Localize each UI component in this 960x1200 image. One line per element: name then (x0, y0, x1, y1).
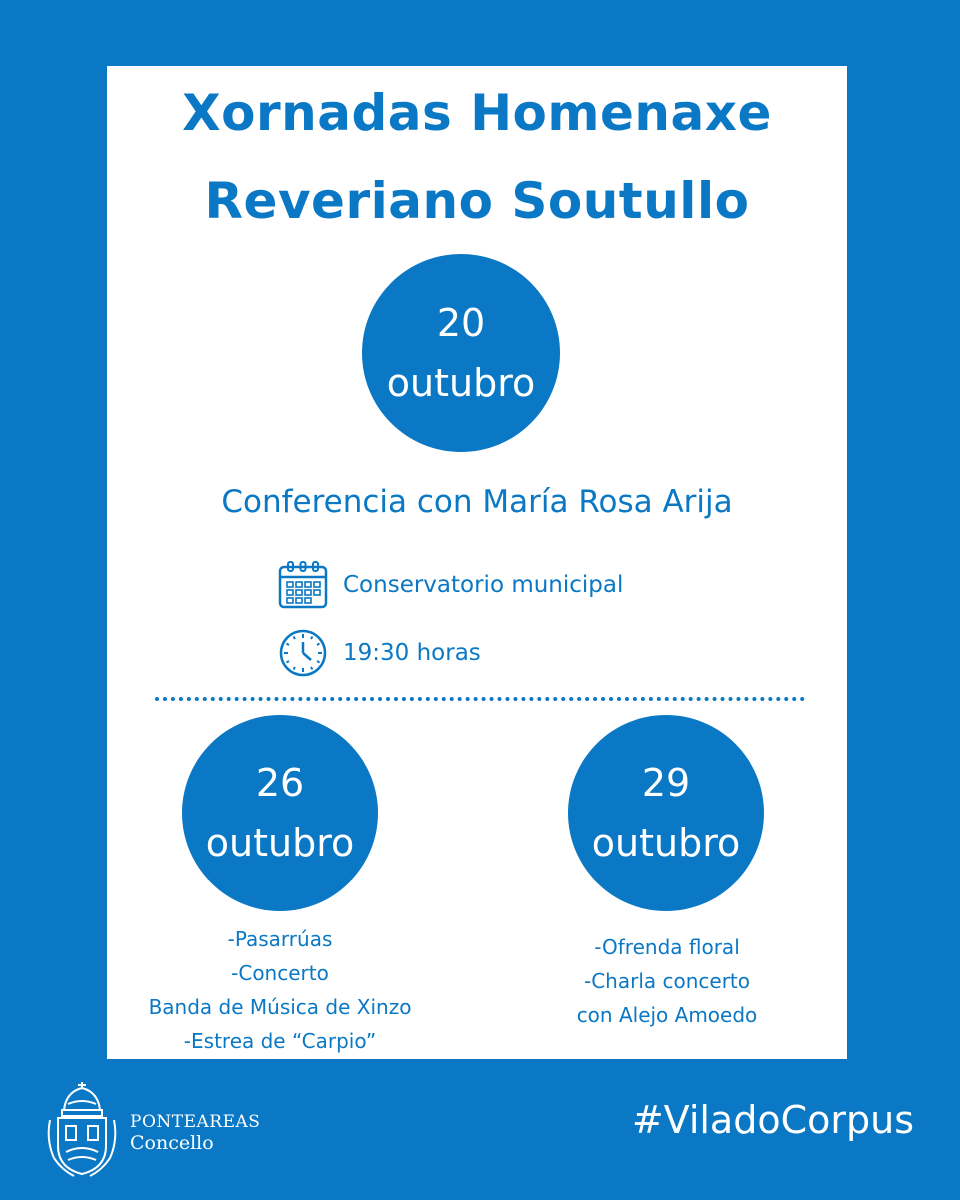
conference-headline: Conferencia con María Rosa Arija (221, 484, 733, 520)
time-text: 19:30 horas (343, 640, 481, 666)
date-badge-29 (568, 715, 764, 911)
date-month: outubro (386, 361, 536, 405)
title-line-2: Reveriano Soutullo (204, 172, 750, 230)
list-item: Banda de Música de Xinzo (148, 995, 412, 1019)
list-item: -Pasarrúas (227, 927, 333, 951)
list-item: con Alejo Amoedo (576, 1003, 758, 1027)
event-list-29 (497, 930, 837, 1032)
date-month: outubro (591, 821, 741, 865)
time-row (277, 627, 481, 679)
brand-line-2: Concello (130, 1132, 214, 1154)
date-month: outubro (205, 821, 355, 865)
dotted-divider (155, 697, 805, 701)
list-item: -Ofrenda floral (594, 935, 740, 959)
venue-row (277, 559, 623, 611)
date-day: 20 (436, 301, 486, 345)
list-item: -Charla concerto (583, 969, 750, 993)
brand-line-1: PONTEAREAS (130, 1112, 261, 1132)
title-line-1: Xornadas Homenaxe (182, 84, 772, 142)
brand-name (130, 1112, 260, 1154)
date-day: 29 (641, 761, 691, 805)
venue-text: Conservatorio municipal (343, 572, 624, 598)
list-item: -Estrea de “Carpio” (183, 1029, 377, 1053)
coat-of-arms-icon (44, 1080, 120, 1178)
event-list-26 (107, 922, 453, 1058)
clock-icon (277, 627, 329, 679)
date-badge-26 (182, 715, 378, 911)
calendar-icon (277, 559, 329, 611)
date-day: 26 (255, 761, 305, 805)
date-badge-20 (362, 254, 560, 452)
poster-card (107, 66, 847, 1059)
hashtag: #ViladoCorpus (631, 1098, 914, 1142)
list-item: -Concerto (231, 961, 329, 985)
